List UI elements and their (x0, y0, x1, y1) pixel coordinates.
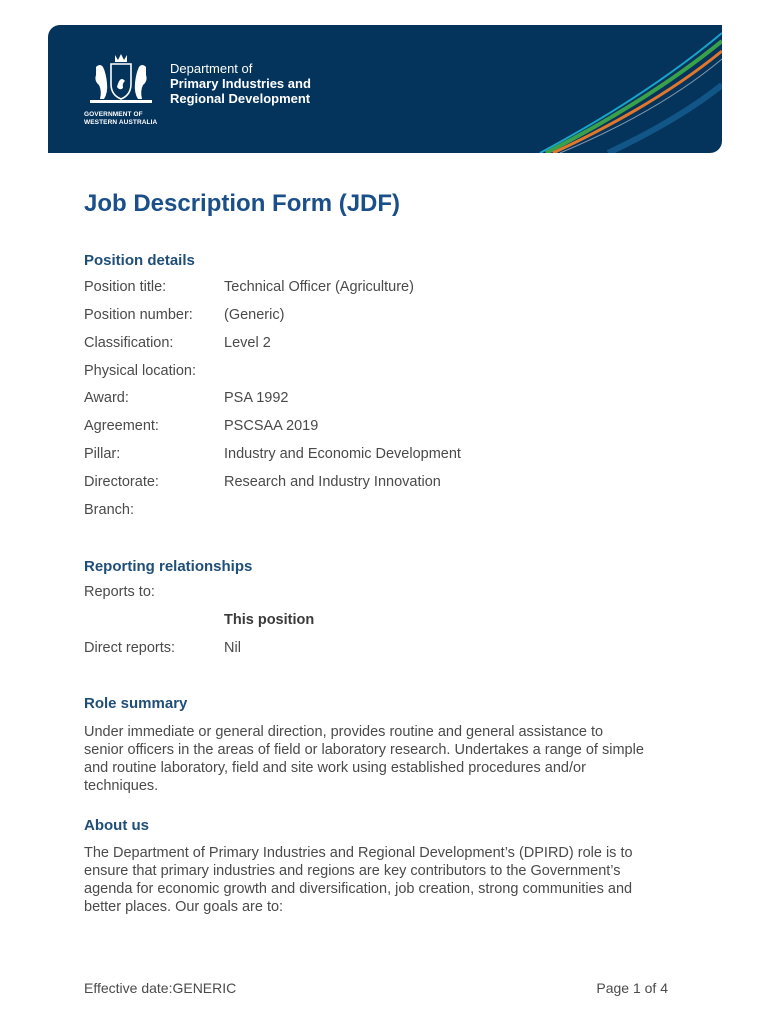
about-us-line: The Department of Primary Industries and Regional Development’s (DPIRD) role is to (84, 845, 633, 861)
direct-reports-label: Direct reports: (84, 640, 176, 656)
document-title: Job Description Form (JDF) (84, 190, 401, 217)
award-label: Award: (84, 390, 129, 406)
government-line-2: WESTERN AUSTRALIA (84, 119, 158, 126)
position-title-value: Technical Officer (Agriculture) (224, 279, 414, 295)
effective-date: Effective date:GENERIC (84, 980, 237, 996)
position-details-heading: Position details (84, 252, 195, 269)
role-summary-line: Under immediate or general direction, provides routine and general assistance to (84, 724, 604, 740)
direct-reports-value: Nil (224, 640, 241, 656)
physical-location-label: Physical location: (84, 363, 197, 379)
role-summary-heading: Role summary (84, 695, 188, 712)
department-line-1: Department of (170, 61, 253, 76)
about-us-heading: About us (84, 817, 149, 834)
header-banner (48, 25, 722, 153)
role-summary-line: senior officers in the areas of field or laboratory research. Undertakes a range of simple (84, 742, 644, 758)
about-us-text (84, 844, 684, 916)
branch-label: Branch: (84, 502, 134, 518)
government-line-1: GOVERNMENT OF (84, 111, 143, 118)
reports-to-label: Reports to: (84, 584, 155, 600)
department-line-2: Primary Industries and (170, 76, 311, 91)
directorate-label: Directorate: (84, 474, 159, 490)
about-us-line: ensure that primary industries and regions are key contributors to the Government’s (84, 863, 621, 879)
page-number: Page 1 of 4 (596, 980, 668, 996)
department-name (170, 61, 311, 106)
role-summary-text (84, 723, 684, 795)
role-summary-line: and routine laboratory, field and site work using established procedures and/or (84, 760, 586, 776)
pillar-value: Industry and Economic Development (224, 446, 461, 462)
pillar-label: Pillar: (84, 446, 121, 462)
role-summary-line: techniques. (84, 778, 159, 794)
position-title-label: Position title: (84, 279, 167, 295)
government-label (84, 111, 157, 127)
classification-value: Level 2 (224, 335, 271, 351)
coat-of-arms-icon (82, 51, 160, 109)
this-position-label: This position (224, 612, 315, 628)
position-number-label: Position number: (84, 307, 193, 323)
about-us-line: better places. Our goals are to: (84, 899, 284, 915)
department-line-3: Regional Development (170, 91, 311, 106)
directorate-value: Research and Industry Innovation (224, 474, 441, 490)
reporting-relationships-heading: Reporting relationships (84, 558, 253, 575)
agreement-label: Agreement: (84, 418, 159, 434)
award-value: PSA 1992 (224, 390, 289, 406)
position-number-value: (Generic) (224, 307, 285, 323)
about-us-line: agenda for economic growth and diversification, job creation, strong communities and (84, 881, 633, 897)
classification-label: Classification: (84, 335, 174, 351)
agreement-value: PSCSAA 2019 (224, 418, 319, 434)
